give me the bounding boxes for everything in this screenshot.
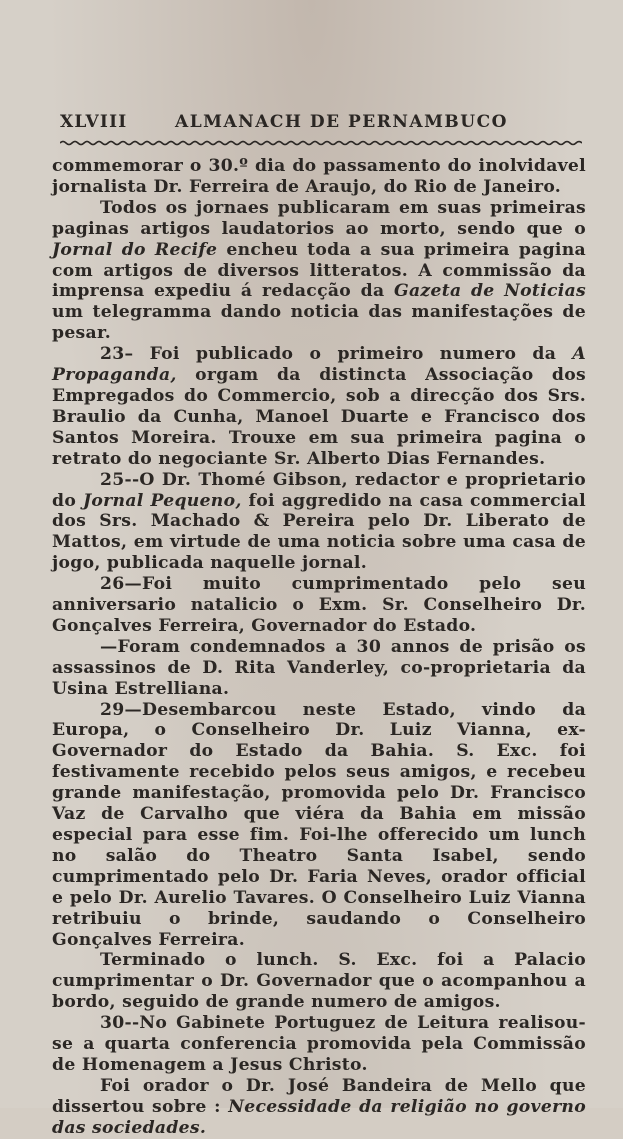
dated-entry: 25--O Dr. Thomé Gibson, redactor e proprietario do Jornal Pequeno, foi aggredido na casa commercial dos Srs. Machado & Pereira pelo Dr. Liberato de Mattos, em virtude de uma noticia sobre uma casa de jogo, publicada naquelle jornal. (52, 469, 586, 574)
article-body (52, 156, 586, 1139)
entry-date: 26 (100, 574, 125, 595)
newspaper-title: Jornal Pequeno, (82, 490, 242, 511)
newspaper-title: A Propaganda, (52, 344, 586, 386)
newspaper-title: Gazeta de Noticias (394, 281, 586, 302)
paragraph: Terminado o lunch. S. Exc. foi a Palacio cumprimentar o Dr. Governador que o acompanhou a bordo, seguido de grande numero de amigos. (52, 950, 586, 1013)
newspaper-title: Jornal do Recife (52, 239, 218, 260)
dated-entry: 29—Desembarcou neste Estado, vindo da Europa, o Conselheiro Dr. Luiz Vianna, ex-Governador do Estado da Bahia. S. Exc. foi festivamente recebido pelos seus amigos, e recebeu grande manifestação, promovida pelo Dr. Francisco Vaz de Carvalho que viéra da Bahia em missão especial para esse fim. Foi-lhe offerecido um lunch no salão do Theatro Santa Isabel, sendo cumprimentado pelo Dr. Faria Neves, orador official e pelo Dr. Aurelio Tavares. O Conselheiro Luiz Vianna retribuiu o brinde, saudando o Conselheiro Gonçalves Ferreira. (52, 699, 586, 950)
paragraph: —Foram condemnados a 30 annos de prisão os assassinos de D. Rita Vanderley, co-proprietaria da Usina Estrelliana. (52, 636, 586, 699)
page-number: XLVIII (60, 112, 128, 132)
lecture-title: Necessidade da religião no governo das sociedades. (52, 1096, 586, 1138)
entry-date: 30 (100, 1013, 125, 1034)
page-header (60, 108, 580, 136)
entry-date: 29 (100, 699, 125, 720)
decorative-wavy-rule (60, 140, 582, 146)
running-title: ALMANACH DE PERNAMBUCO (175, 112, 508, 132)
paragraph: Foi orador o Dr. José Bandeira de Mello que dissertou sobre : Necessidade da religião no governo das sociedades. (52, 1075, 586, 1138)
dated-entry: 30--No Gabinete Portuguez de Leitura realisou-se a quarta conferencia promovida pela Commissão de Homenagem a Jesus Christo. (52, 1013, 586, 1075)
dated-entry: 23– Foi publicado o primeiro numero da A Propaganda, orgam da distincta Associação dos Empregados do Commercio, sob a direcção dos Srs. Braulio da Cunha, Manoel Duarte e Francisco dos Santos Moreira. Trouxe em sua primeira pagina o retrato do negociante Sr. Alberto Dias Fernandes. (52, 344, 586, 469)
entry-date: 23 (100, 344, 125, 365)
entry-date: 25 (100, 469, 125, 490)
paragraph: commemorar o 30.º dia do passamento do inolvidavel jornalista Dr. Ferreira de Araujo, do Rio de Janeiro. (52, 156, 586, 197)
paragraph: Todos os jornaes publicaram em suas primeiras paginas artigos laudatorios ao morto, sendo que o Jornal do Recife encheu toda a sua primeira pagina com artigos de diversos litteratos. A commissão da imprensa expediu á redacção da Gazeta de Noticias um telegramma dando noticia das manifestações de pesar. (52, 197, 586, 344)
wavy-rule-line (60, 142, 582, 145)
dated-entry: 26—Foi muito cumprimentado pelo seu anniversario natalicio o Exm. Sr. Conselheiro Dr. Gonçalves Ferreira, Governador do Estado. (52, 574, 586, 636)
